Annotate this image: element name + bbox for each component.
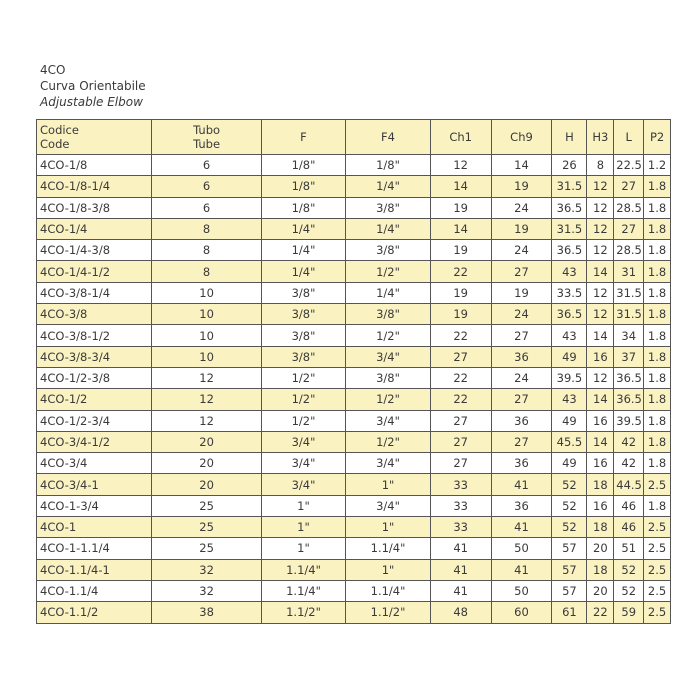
cell-f: 1.1/4" <box>261 559 346 580</box>
column-header-label: L <box>625 130 632 144</box>
cell-ch1: 48 <box>430 602 491 623</box>
cell-ch1: 19 <box>430 304 491 325</box>
cell-l: 28.5 <box>614 240 644 261</box>
cell-h3: 14 <box>587 325 614 346</box>
cell-tube: 10 <box>152 282 261 303</box>
cell-ch9: 50 <box>491 580 552 601</box>
cell-p2: 1.8 <box>644 367 671 388</box>
cell-code: 4CO-1/4-3/8 <box>37 240 152 261</box>
cell-h: 36.5 <box>552 304 587 325</box>
cell-ch1: 33 <box>430 474 491 495</box>
cell-h: 49 <box>552 453 587 474</box>
cell-ch1: 27 <box>430 453 491 474</box>
cell-f4: 1/4" <box>346 218 431 239</box>
cell-f4: 1" <box>346 517 431 538</box>
cell-l: 42 <box>614 431 644 452</box>
cell-ch1: 27 <box>430 410 491 431</box>
cell-code: 4CO-1-3/4 <box>37 495 152 516</box>
cell-f4: 1/2" <box>346 325 431 346</box>
cell-ch1: 22 <box>430 325 491 346</box>
cell-code: 4CO-3/8-3/4 <box>37 346 152 367</box>
table-row <box>37 602 671 623</box>
table-row <box>37 304 671 325</box>
cell-l: 27 <box>614 218 644 239</box>
table-row <box>37 176 671 197</box>
cell-f: 3/8" <box>261 346 346 367</box>
cell-h: 45.5 <box>552 431 587 452</box>
cell-h: 57 <box>552 559 587 580</box>
column-header-label: Codice <box>40 123 79 137</box>
cell-ch9: 24 <box>491 197 552 218</box>
cell-f: 1/2" <box>261 367 346 388</box>
cell-h3: 18 <box>587 517 614 538</box>
cell-p2: 2.5 <box>644 474 671 495</box>
cell-ch1: 41 <box>430 559 491 580</box>
table-row <box>37 197 671 218</box>
cell-h3: 12 <box>587 240 614 261</box>
table-row <box>37 240 671 261</box>
cell-h3: 16 <box>587 495 614 516</box>
table-row <box>37 538 671 559</box>
cell-ch9: 36 <box>491 410 552 431</box>
cell-code: 4CO-1.1/4 <box>37 580 152 601</box>
cell-h: 31.5 <box>552 176 587 197</box>
column-header-sublabel: Tube <box>193 137 221 151</box>
table-row <box>37 325 671 346</box>
cell-f: 3/4" <box>261 453 346 474</box>
cell-h3: 16 <box>587 346 614 367</box>
cell-f: 1" <box>261 538 346 559</box>
cell-tube: 38 <box>152 602 261 623</box>
cell-l: 31.5 <box>614 304 644 325</box>
cell-tube: 6 <box>152 176 261 197</box>
cell-h3: 12 <box>587 367 614 388</box>
cell-code: 4CO-3/4 <box>37 453 152 474</box>
cell-l: 28.5 <box>614 197 644 218</box>
cell-h: 26 <box>552 155 587 176</box>
cell-tube: 25 <box>152 538 261 559</box>
table-row <box>37 218 671 239</box>
cell-p2: 2.5 <box>644 517 671 538</box>
cell-ch9: 50 <box>491 538 552 559</box>
cell-tube: 10 <box>152 304 261 325</box>
cell-h3: 16 <box>587 410 614 431</box>
cell-h: 61 <box>552 602 587 623</box>
column-header-label: Ch1 <box>449 130 472 144</box>
table-row <box>37 495 671 516</box>
cell-code: 4CO-3/8-1/2 <box>37 325 152 346</box>
cell-code: 4CO-1/8-3/8 <box>37 197 152 218</box>
column-header-label: Tubo <box>193 123 221 137</box>
table-row <box>37 474 671 495</box>
product-name-english: Adjustable Elbow <box>40 95 143 109</box>
cell-h3: 12 <box>587 218 614 239</box>
cell-p2: 1.8 <box>644 304 671 325</box>
cell-l: 52 <box>614 559 644 580</box>
column-header-code <box>37 120 152 155</box>
cell-p2: 1.8 <box>644 282 671 303</box>
cell-f4: 3/4" <box>346 495 431 516</box>
cell-tube: 25 <box>152 495 261 516</box>
cell-f: 1" <box>261 517 346 538</box>
cell-p2: 1.8 <box>644 218 671 239</box>
cell-ch9: 24 <box>491 367 552 388</box>
cell-h: 49 <box>552 346 587 367</box>
cell-h3: 20 <box>587 580 614 601</box>
cell-p2: 1.8 <box>644 495 671 516</box>
cell-f4: 1/2" <box>346 431 431 452</box>
cell-f4: 1/2" <box>346 389 431 410</box>
cell-f4: 1/8" <box>346 155 431 176</box>
cell-ch9: 60 <box>491 602 552 623</box>
cell-f: 3/4" <box>261 431 346 452</box>
cell-p2: 1.8 <box>644 176 671 197</box>
cell-ch1: 22 <box>430 389 491 410</box>
cell-l: 52 <box>614 580 644 601</box>
cell-h: 52 <box>552 474 587 495</box>
cell-l: 46 <box>614 517 644 538</box>
table-row <box>37 282 671 303</box>
cell-f4: 3/8" <box>346 240 431 261</box>
spec-table <box>36 119 671 624</box>
cell-l: 22.5 <box>614 155 644 176</box>
cell-ch1: 41 <box>430 580 491 601</box>
cell-ch1: 27 <box>430 431 491 452</box>
cell-ch1: 14 <box>430 218 491 239</box>
cell-l: 36.5 <box>614 367 644 388</box>
cell-h: 36.5 <box>552 197 587 218</box>
cell-f4: 3/8" <box>346 197 431 218</box>
table-row <box>37 261 671 282</box>
cell-f: 1/2" <box>261 389 346 410</box>
cell-f: 1/4" <box>261 261 346 282</box>
cell-ch9: 19 <box>491 282 552 303</box>
cell-l: 34 <box>614 325 644 346</box>
cell-h: 43 <box>552 261 587 282</box>
cell-h: 49 <box>552 410 587 431</box>
table-row <box>37 389 671 410</box>
cell-ch9: 14 <box>491 155 552 176</box>
cell-tube: 8 <box>152 261 261 282</box>
product-code: 4CO <box>40 63 66 77</box>
cell-f4: 1" <box>346 559 431 580</box>
table-row <box>37 346 671 367</box>
cell-h3: 14 <box>587 261 614 282</box>
cell-tube: 20 <box>152 474 261 495</box>
cell-h: 43 <box>552 325 587 346</box>
cell-tube: 6 <box>152 197 261 218</box>
cell-l: 46 <box>614 495 644 516</box>
cell-h: 39.5 <box>552 367 587 388</box>
column-header-label: H <box>565 130 574 144</box>
cell-l: 31 <box>614 261 644 282</box>
cell-f4: 3/4" <box>346 453 431 474</box>
cell-tube: 32 <box>152 559 261 580</box>
header-row <box>37 120 671 155</box>
cell-tube: 8 <box>152 240 261 261</box>
cell-ch9: 27 <box>491 389 552 410</box>
cell-l: 51 <box>614 538 644 559</box>
cell-h: 43 <box>552 389 587 410</box>
cell-h3: 18 <box>587 559 614 580</box>
table-row <box>37 517 671 538</box>
cell-p2: 1.8 <box>644 261 671 282</box>
cell-code: 4CO-3/4-1 <box>37 474 152 495</box>
column-header-label: F <box>300 130 307 144</box>
cell-h3: 22 <box>587 602 614 623</box>
product-name-italian: Curva Orientabile <box>40 79 146 93</box>
cell-tube: 10 <box>152 325 261 346</box>
cell-code: 4CO-1/8 <box>37 155 152 176</box>
cell-ch9: 19 <box>491 218 552 239</box>
column-header-p2 <box>644 120 671 155</box>
table-row <box>37 367 671 388</box>
cell-p2: 1.8 <box>644 325 671 346</box>
cell-f: 3/8" <box>261 282 346 303</box>
cell-l: 39.5 <box>614 410 644 431</box>
cell-h: 33.5 <box>552 282 587 303</box>
cell-code: 4CO-1/8-1/4 <box>37 176 152 197</box>
cell-f4: 1/4" <box>346 282 431 303</box>
cell-h3: 14 <box>587 431 614 452</box>
cell-code: 4CO-3/8 <box>37 304 152 325</box>
cell-p2: 1.8 <box>644 453 671 474</box>
cell-l: 31.5 <box>614 282 644 303</box>
product-header <box>40 62 146 110</box>
cell-p2: 1.8 <box>644 197 671 218</box>
column-header-label: Ch9 <box>510 130 533 144</box>
cell-p2: 1.8 <box>644 346 671 367</box>
cell-ch9: 27 <box>491 261 552 282</box>
cell-l: 27 <box>614 176 644 197</box>
cell-ch9: 27 <box>491 431 552 452</box>
cell-f: 1/4" <box>261 240 346 261</box>
cell-f: 1/8" <box>261 155 346 176</box>
cell-code: 4CO-1/2-3/8 <box>37 367 152 388</box>
column-header-label: H3 <box>592 130 609 144</box>
cell-ch9: 27 <box>491 325 552 346</box>
cell-p2: 1.8 <box>644 410 671 431</box>
cell-h3: 8 <box>587 155 614 176</box>
column-header-sublabel: Code <box>40 137 70 151</box>
cell-h: 52 <box>552 495 587 516</box>
cell-h3: 12 <box>587 282 614 303</box>
cell-tube: 8 <box>152 218 261 239</box>
cell-code: 4CO-3/4-1/2 <box>37 431 152 452</box>
cell-h: 36.5 <box>552 240 587 261</box>
cell-f: 1.1/2" <box>261 602 346 623</box>
cell-f4: 3/8" <box>346 304 431 325</box>
cell-f4: 1/2" <box>346 261 431 282</box>
cell-ch9: 36 <box>491 346 552 367</box>
cell-f4: 1.1/4" <box>346 538 431 559</box>
cell-f4: 3/4" <box>346 346 431 367</box>
cell-f4: 1.1/4" <box>346 580 431 601</box>
column-header-ch9 <box>491 120 552 155</box>
cell-ch1: 22 <box>430 261 491 282</box>
table-row <box>37 580 671 601</box>
cell-code: 4CO-1/2 <box>37 389 152 410</box>
cell-ch9: 36 <box>491 453 552 474</box>
spec-table-header <box>37 120 671 155</box>
cell-ch9: 41 <box>491 559 552 580</box>
cell-tube: 12 <box>152 389 261 410</box>
cell-ch1: 19 <box>430 197 491 218</box>
cell-l: 37 <box>614 346 644 367</box>
cell-tube: 32 <box>152 580 261 601</box>
cell-f: 1/4" <box>261 218 346 239</box>
cell-h3: 14 <box>587 389 614 410</box>
table-row <box>37 559 671 580</box>
cell-p2: 1.8 <box>644 240 671 261</box>
cell-code: 4CO-1 <box>37 517 152 538</box>
cell-code: 4CO-1.1/4-1 <box>37 559 152 580</box>
column-header-l <box>614 120 644 155</box>
column-header-h3 <box>587 120 614 155</box>
cell-code: 4CO-3/8-1/4 <box>37 282 152 303</box>
cell-f: 3/4" <box>261 474 346 495</box>
cell-tube: 10 <box>152 346 261 367</box>
cell-ch1: 19 <box>430 240 491 261</box>
column-header-f4 <box>346 120 431 155</box>
column-header-f <box>261 120 346 155</box>
cell-code: 4CO-1/4-1/2 <box>37 261 152 282</box>
cell-ch1: 41 <box>430 538 491 559</box>
cell-l: 36.5 <box>614 389 644 410</box>
cell-ch9: 24 <box>491 240 552 261</box>
cell-h3: 12 <box>587 197 614 218</box>
cell-code: 4CO-1/4 <box>37 218 152 239</box>
cell-p2: 1.8 <box>644 389 671 410</box>
cell-h: 57 <box>552 538 587 559</box>
table-row <box>37 410 671 431</box>
cell-ch9: 24 <box>491 304 552 325</box>
cell-f: 3/8" <box>261 325 346 346</box>
table-row <box>37 155 671 176</box>
table-row <box>37 431 671 452</box>
cell-f4: 3/4" <box>346 410 431 431</box>
cell-f: 3/8" <box>261 304 346 325</box>
column-header-label: P2 <box>649 130 665 144</box>
cell-ch1: 22 <box>430 367 491 388</box>
cell-h: 57 <box>552 580 587 601</box>
cell-f4: 1.1/2" <box>346 602 431 623</box>
column-header-tube <box>152 120 261 155</box>
cell-f: 1/8" <box>261 197 346 218</box>
cell-tube: 20 <box>152 431 261 452</box>
cell-p2: 1.2 <box>644 155 671 176</box>
cell-code: 4CO-1.1/2 <box>37 602 152 623</box>
cell-f: 1/8" <box>261 176 346 197</box>
cell-tube: 20 <box>152 453 261 474</box>
cell-p2: 1.8 <box>644 431 671 452</box>
spec-table-body <box>37 155 671 624</box>
cell-ch1: 14 <box>430 176 491 197</box>
column-header-label: F4 <box>381 130 395 144</box>
cell-code: 4CO-1/2-3/4 <box>37 410 152 431</box>
cell-tube: 6 <box>152 155 261 176</box>
cell-h3: 12 <box>587 304 614 325</box>
cell-f4: 1" <box>346 474 431 495</box>
column-header-ch1 <box>430 120 491 155</box>
cell-ch9: 41 <box>491 474 552 495</box>
cell-ch9: 41 <box>491 517 552 538</box>
cell-ch1: 12 <box>430 155 491 176</box>
cell-p2: 2.5 <box>644 580 671 601</box>
cell-h3: 12 <box>587 176 614 197</box>
cell-p2: 2.5 <box>644 559 671 580</box>
cell-l: 44.5 <box>614 474 644 495</box>
cell-f4: 1/4" <box>346 176 431 197</box>
cell-tube: 25 <box>152 517 261 538</box>
cell-p2: 2.5 <box>644 602 671 623</box>
cell-tube: 12 <box>152 367 261 388</box>
cell-h: 31.5 <box>552 218 587 239</box>
cell-f: 1.1/4" <box>261 580 346 601</box>
cell-h3: 20 <box>587 538 614 559</box>
cell-ch9: 19 <box>491 176 552 197</box>
cell-l: 59 <box>614 602 644 623</box>
cell-l: 42 <box>614 453 644 474</box>
column-header-h <box>552 120 587 155</box>
cell-h3: 16 <box>587 453 614 474</box>
cell-ch1: 33 <box>430 517 491 538</box>
cell-h: 52 <box>552 517 587 538</box>
cell-ch1: 27 <box>430 346 491 367</box>
cell-tube: 12 <box>152 410 261 431</box>
cell-f: 1/2" <box>261 410 346 431</box>
cell-ch1: 19 <box>430 282 491 303</box>
cell-h3: 18 <box>587 474 614 495</box>
cell-ch9: 36 <box>491 495 552 516</box>
cell-f: 1" <box>261 495 346 516</box>
cell-ch1: 33 <box>430 495 491 516</box>
cell-f4: 3/8" <box>346 367 431 388</box>
table-row <box>37 453 671 474</box>
cell-code: 4CO-1-1.1/4 <box>37 538 152 559</box>
cell-p2: 2.5 <box>644 538 671 559</box>
